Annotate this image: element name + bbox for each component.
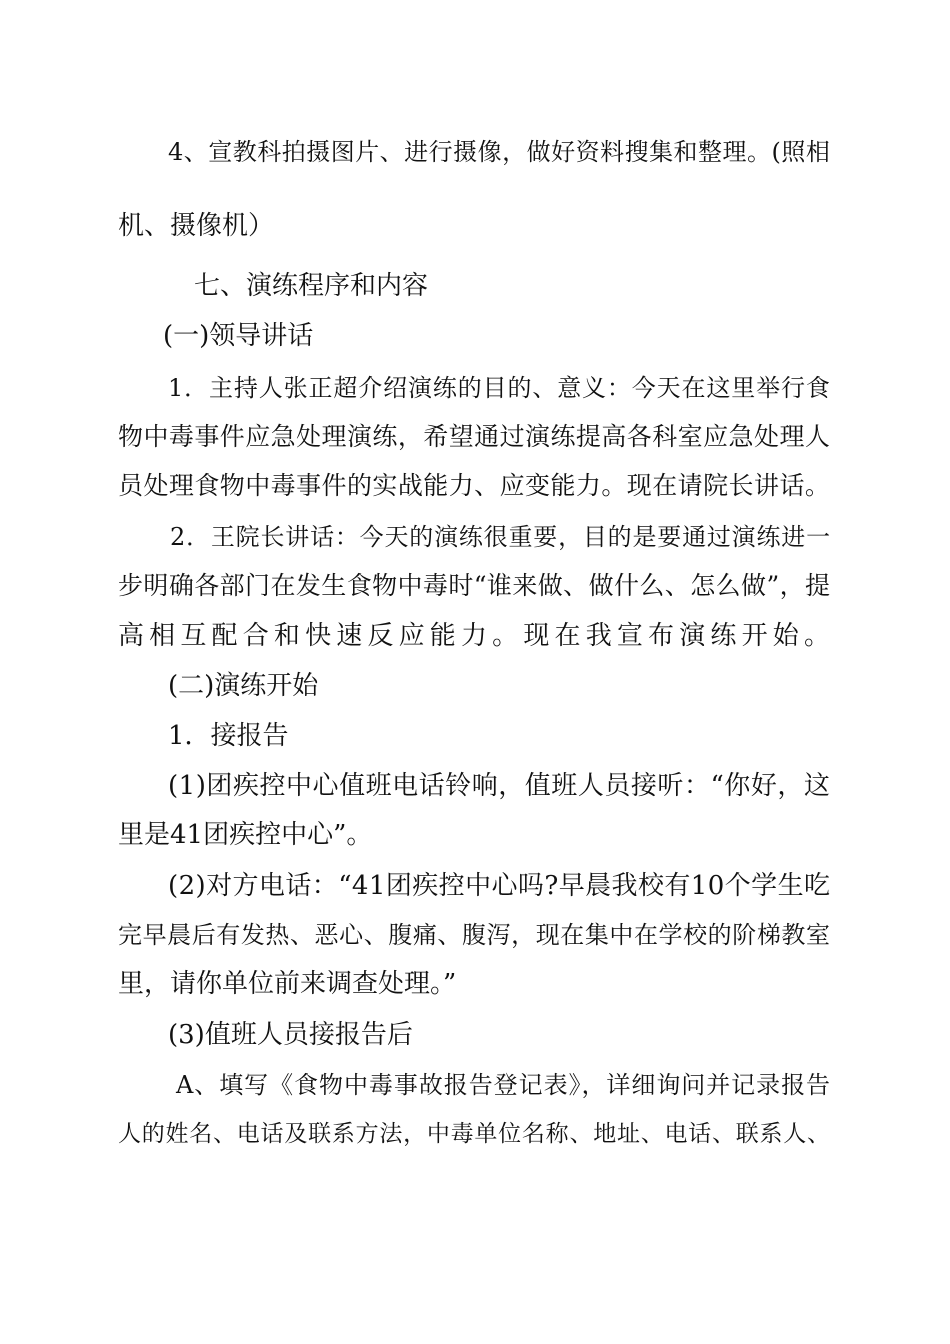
paragraph-line: A、填写《食物中毒事故报告登记表》，详细询问并记录报告 [176, 1071, 831, 1099]
paragraph-line: 物中毒事件应急处理演练，希望通过演练提高各科室应急处理人 [118, 422, 831, 451]
item-heading: 1．接报告 [168, 721, 289, 751]
paragraph-line: 完早晨后有发热、恶心、腹痛、腹泻，现在集中在学校的阶梯教室 [118, 921, 831, 949]
paragraph-line: 4、宣教科拍摄图片、进行摄像，做好资料搜集和整理。(照相 [168, 138, 831, 166]
paragraph-line: 1．主持人张正超介绍演练的目的、意义：今天在这里举行食 [168, 374, 831, 402]
paragraph-line: 人的姓名、电话及联系方法，中毒单位名称、地址、电话、联系人、 [118, 1121, 831, 1147]
subsection-heading: (二)演练开始 [168, 671, 319, 701]
section-heading: 七、演练程序和内容 [194, 271, 429, 301]
paragraph-line: (2)对方电话：“41团疾控中心吗?早晨我校有10个学生吃 [168, 871, 831, 901]
paragraph-line: 机、摄像机） [118, 211, 275, 241]
subsection-heading: (一)领导讲话 [163, 321, 314, 351]
paragraph-line: 2．王院长讲话：今天的演练很重要，目的是要通过演练进一 [170, 523, 831, 551]
paragraph-line: 里是41团疾控中心”。 [118, 820, 373, 850]
paragraph-line: (3)值班人员接报告后 [168, 1020, 413, 1050]
paragraph-line: 步明确各部门在发生食物中毒时“谁来做、做什么、怎么做”，提 [118, 571, 831, 600]
paragraph-line: 里，请你单位前来调查处理。” [118, 969, 457, 999]
paragraph-line: 员处理食物中毒事件的实战能力、应变能力。现在请院长讲话。 [118, 471, 831, 500]
paragraph-line: 高相互配合和快速反应能力。现在我宣布演练开始。 [118, 621, 836, 651]
paragraph-line: (1)团疾控中心值班电话铃响，值班人员接听：“你好，这 [168, 771, 831, 801]
